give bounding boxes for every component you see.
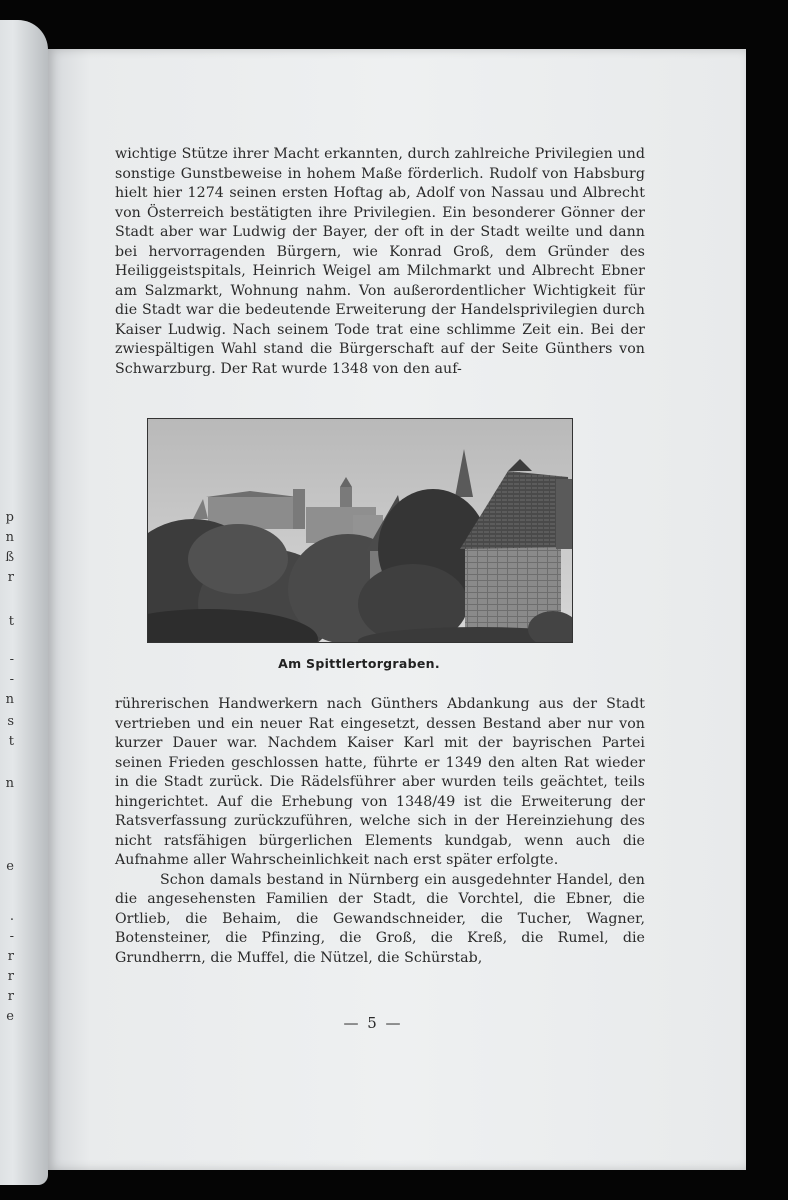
photo-caption: Am Spittlertorgraben. (278, 656, 440, 671)
left-page-fragment: r (7, 570, 14, 585)
page-number: — 5 — (343, 1014, 403, 1032)
photo-spittlertorgraben (147, 418, 573, 643)
right-page (48, 49, 746, 1170)
left-page-fragment: - (9, 672, 14, 687)
left-page-fragment: r (7, 949, 14, 964)
left-page-fragment: e (6, 859, 14, 874)
left-page-fragment: ß (5, 550, 14, 565)
body-text-top (115, 145, 645, 379)
paragraph: rührerischen Handwerkern nach Günthers Abdankung aus der Stadt vertrieben und ein neuer Rat eingesetzt, dessen Bestand aber nur von kurzer Dauer war. Nachdem Kaiser Karl mit der bayrischen Partei seinen Frieden geschlossen hatte, führte er 1349 den alten Rat wieder in die Stadt zurück. Die Rädelsführer aber wurden teils geächtet, teils hingerichtet. Auf die Erhebung von 1348/49 ist die Erweiterung der Ratsverfassung zurückzuführen, welche sich in der Hereinziehung des nicht ratsfähigen bürgerlichen Elements kundgab, wenn auch die Aufnahme aller Wahrscheinlichkeit nach erst später erfolgte. (115, 696, 645, 868)
left-page-fragment: t (8, 734, 14, 749)
left-page-fragment: - (9, 652, 14, 667)
photo-illustration (148, 419, 572, 642)
left-page-fragment: . (9, 909, 14, 924)
left-page-fragment: r (7, 969, 14, 984)
left-page-fragment: - (9, 929, 14, 944)
left-page-fragment: s (7, 714, 14, 729)
left-page-fragment: n (5, 692, 14, 707)
left-page-fragment: n (5, 776, 14, 791)
body-text-bottom (115, 695, 645, 968)
left-page-fragment: n (5, 530, 14, 545)
left-page-fragment: e (6, 1009, 14, 1024)
paragraph: wichtige Stütze ihrer Macht erkannten, durch zahlreiche Privilegien und sonstige Gunstbeweise in hohem Maße förderlich. Rudolf von Habsburg hielt hier 1274 seinen ersten Hoftag ab, Adolf von Nassau und Albrecht von Österreich bestätigten ihre Privilegien. Ein besonderer Gönner der Stadt aber war Ludwig der Bayer, der oft in der Stadt weilte und dann bei hervorragenden Bürgern, wie Konrad Groß, dem Gründer des Heiliggeistspitals, Heinrich Weigel am Milchmarkt und Albrecht Ebner am Salzmarkt, Wohnung nahm. Von außerordentlicher Wichtigkeit für die Stadt war die bedeutende Erweiterung der Handelsprivilegien durch Kaiser Ludwig. Nach seinem Tode trat eine schlimme Zeit ein. Bei der zwiespältigen Wahl stand die Bürgerschaft auf der Seite Günthers von Schwarzburg. Der Rat wurde 1348 von den auf- (115, 146, 645, 377)
left-page-fragment: r (7, 989, 14, 1004)
left-page-edge (0, 20, 48, 1185)
paragraph: Schon damals bestand in Nürnberg ein ausgedehnter Handel, den die angesehensten Familien der Stadt, die Vorchtel, die Ebner, die Ortlieb, die Behaim, die Gewandschneider, die Tucher, Wagner, Botensteiner, die Pfinzing, die Groß, die Kreß, die Rumel, die Grundherrn, die Muffel, die Nützel, die Schürstab, (115, 871, 645, 966)
left-page-fragment: t (8, 614, 14, 629)
left-page-fragment: p (5, 510, 14, 525)
